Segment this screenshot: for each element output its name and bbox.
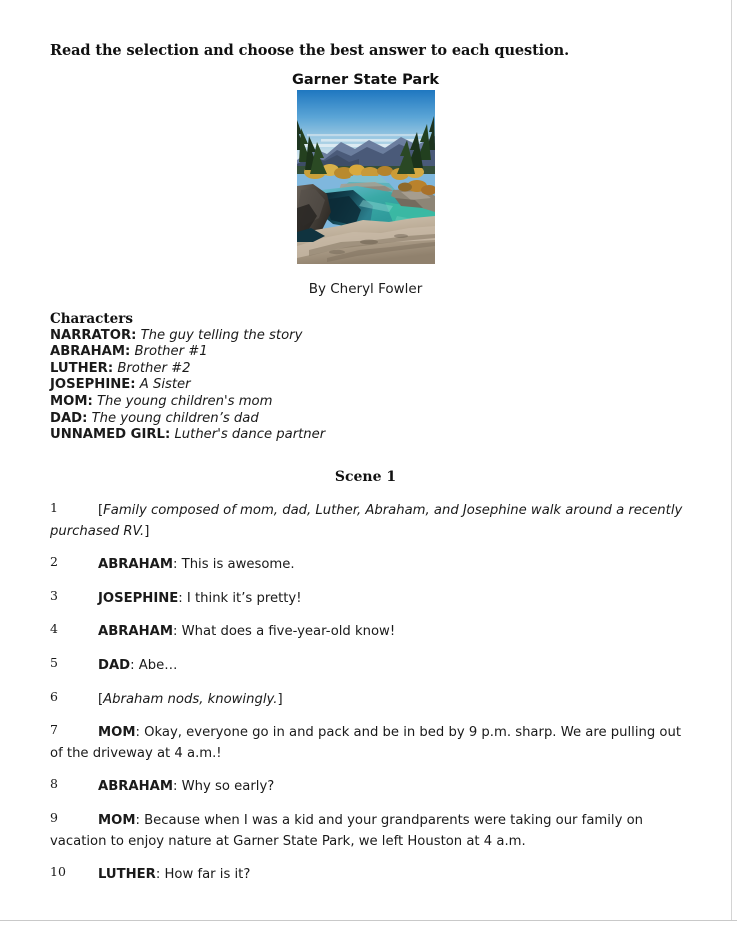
- dialogue-text: : Because when I was a kid and your grandparents were taking our family on vacation to enjoy nature at Garner State Park, we left Houston at 4 a.m.: [50, 812, 643, 849]
- stage-bracket-close: ]: [144, 523, 150, 539]
- line-number: 10: [50, 864, 66, 880]
- line-text: [98, 557, 295, 572]
- character-name: LUTHER:: [50, 360, 114, 376]
- line-text: [98, 591, 302, 606]
- page-right-border: [731, 0, 732, 921]
- script-line: [50, 499, 690, 540]
- line-number: 3: [50, 587, 58, 603]
- page-bottom-border: [0, 920, 737, 921]
- line-number: 4: [50, 621, 58, 637]
- script-line: [50, 654, 690, 675]
- speaker-name: JOSEPHINE: [98, 590, 179, 606]
- speaker-name: LUTHER: [98, 867, 156, 883]
- dialogue-text: : Abe…: [130, 657, 178, 673]
- dialogue-text: : I think it’s pretty!: [178, 590, 302, 606]
- garner-state-park-photo: [297, 90, 435, 264]
- byline: By Cheryl Fowler: [308, 281, 423, 297]
- character-description: The young children's mom: [96, 393, 273, 409]
- line-number: 8: [50, 776, 58, 792]
- speaker-name: ABRAHAM: [98, 557, 173, 573]
- script-line: [50, 587, 690, 608]
- script-line: [50, 809, 690, 850]
- script-line: [50, 775, 690, 796]
- character-description: The young children’s dad: [91, 410, 259, 426]
- line-text: [98, 867, 250, 882]
- speaker-name: DAD: [98, 657, 131, 673]
- character-name: MOM:: [50, 393, 93, 409]
- line-text: [98, 779, 274, 794]
- script-lines: [50, 499, 690, 897]
- line-number: 6: [50, 688, 58, 704]
- character-list-item: [50, 427, 670, 444]
- character-list-item: [50, 377, 670, 394]
- stage-bracket-open: [: [98, 691, 104, 707]
- dialogue-text: : What does a five-year-old know!: [173, 624, 396, 640]
- line-text: [50, 503, 682, 539]
- speaker-name: ABRAHAM: [98, 779, 173, 795]
- character-description: Luther's dance partner: [174, 427, 326, 443]
- script-line: [50, 620, 690, 641]
- script-line: [50, 553, 690, 574]
- dialogue-text: : This is awesome.: [173, 557, 295, 573]
- line-number: 9: [50, 809, 58, 825]
- line-number: 7: [50, 722, 58, 738]
- character-list-item: [50, 328, 670, 345]
- character-list-item: [50, 344, 670, 361]
- stage-direction: Abraham nods, knowingly.: [103, 691, 278, 707]
- line-text: [98, 658, 177, 673]
- character-description: The guy telling the story: [140, 327, 303, 343]
- stage-bracket-open: [: [98, 503, 104, 518]
- character-list-item: [50, 411, 670, 428]
- characters-block: [50, 311, 670, 444]
- speaker-name: ABRAHAM: [98, 624, 173, 640]
- character-name: UNNAMED GIRL:: [50, 427, 171, 443]
- character-description: Brother #1: [134, 344, 208, 360]
- dialogue-text: : Okay, everyone go in and pack and be in bed by 9 p.m. sharp. We are pulling out of the driveway at 4 a.m.!: [50, 725, 682, 761]
- speaker-name: MOM: [98, 725, 136, 741]
- character-name: NARRATOR:: [50, 327, 137, 343]
- script-line: [50, 863, 690, 884]
- passage-title: Garner State Park: [292, 72, 439, 88]
- character-description: Brother #2: [117, 360, 191, 376]
- line-text: [98, 692, 283, 707]
- speaker-name: MOM: [98, 812, 136, 828]
- line-text: [98, 624, 395, 639]
- character-list-item: [50, 394, 670, 411]
- character-list-item: [50, 361, 670, 378]
- script-line: [50, 721, 690, 762]
- line-text: [50, 725, 681, 761]
- characters-heading: Characters: [50, 311, 133, 327]
- line-number: 2: [50, 554, 58, 570]
- dialogue-text: : Why so early?: [173, 779, 275, 795]
- script-line: [50, 688, 690, 709]
- character-name: DAD:: [50, 410, 88, 426]
- dialogue-text: : How far is it?: [155, 867, 251, 883]
- character-description: A Sister: [139, 377, 191, 393]
- line-text: [50, 813, 643, 849]
- stage-bracket-close: ]: [277, 691, 283, 707]
- directions-text: Read the selection and choose the best answer to each question.: [50, 42, 570, 59]
- line-number: 5: [50, 654, 58, 670]
- scene-heading: Scene 1: [334, 469, 397, 485]
- line-number: 1: [50, 500, 58, 515]
- stage-direction: Family composed of mom, dad, Luther, Abraham, and Josephine walk around a recently purchased RV.: [50, 503, 683, 539]
- character-name: JOSEPHINE:: [50, 377, 136, 393]
- character-name: ABRAHAM:: [50, 344, 131, 360]
